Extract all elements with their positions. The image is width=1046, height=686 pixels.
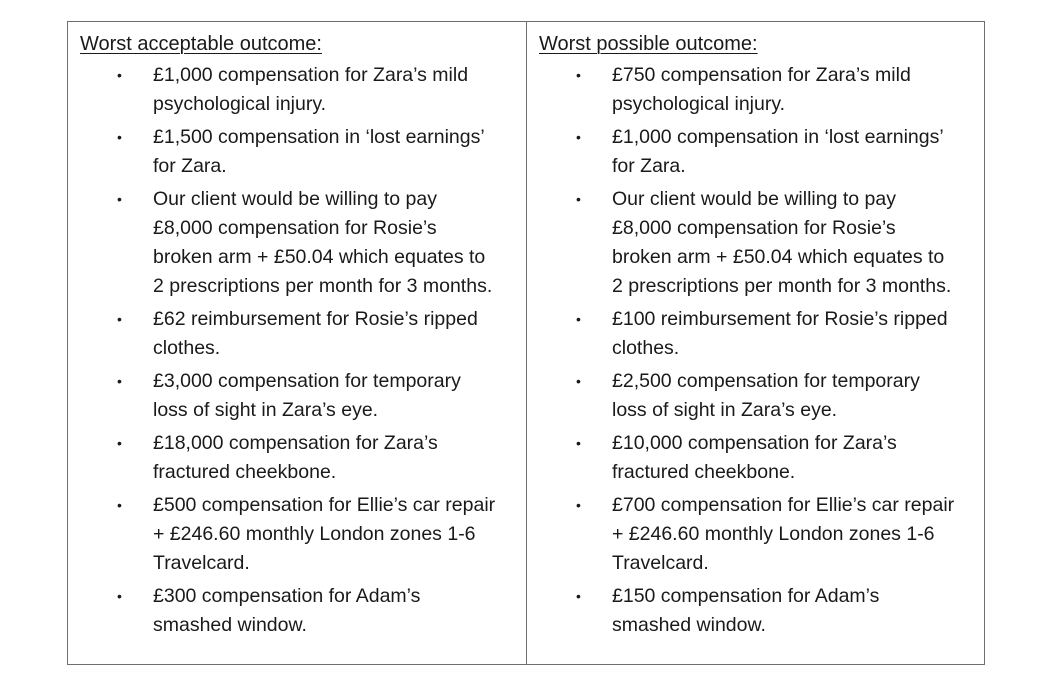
bullet-icon: • xyxy=(576,129,581,145)
bullet-icon: • xyxy=(576,67,581,83)
bullet-icon: • xyxy=(576,497,581,513)
worst-possible-column xyxy=(526,22,983,664)
outcome-list xyxy=(80,61,526,640)
list-item xyxy=(539,61,983,119)
list-item xyxy=(80,491,526,578)
list-item xyxy=(539,429,983,487)
list-item xyxy=(80,429,526,487)
bullet-icon: • xyxy=(117,67,122,83)
list-item-text: £2,500 compensation for temporary loss of sight in Zara’s eye. xyxy=(612,370,920,421)
list-item-text: £1,000 compensation for Zara’s mild psychological injury. xyxy=(153,64,469,115)
list-item-text: £750 compensation for Zara’s mild psychological injury. xyxy=(612,64,911,115)
list-item xyxy=(539,491,983,578)
list-item xyxy=(80,185,526,301)
bullet-icon: • xyxy=(117,191,122,207)
list-item xyxy=(539,305,983,363)
list-item-text: £18,000 compensation for Zara’s fractured cheekbone. xyxy=(153,432,438,483)
list-item-text: £300 compensation for Adam’s smashed window. xyxy=(153,585,421,636)
column-heading: Worst possible outcome: xyxy=(539,33,758,55)
list-item-text: £500 compensation for Ellie’s car repair + £246.60 monthly London zones 1-6 Travelcard. xyxy=(153,494,496,574)
list-item-text: £100 reimbursement for Rosie’s ripped clothes. xyxy=(612,308,948,359)
list-item xyxy=(80,123,526,181)
list-item xyxy=(80,582,526,640)
list-item xyxy=(539,582,983,640)
list-item xyxy=(539,123,983,181)
list-item xyxy=(80,305,526,363)
bullet-icon: • xyxy=(117,129,122,145)
list-item-text: £10,000 compensation for Zara’s fractured cheekbone. xyxy=(612,432,897,483)
list-item xyxy=(539,367,983,425)
column-heading: Worst acceptable outcome: xyxy=(80,33,322,55)
list-item-text: £62 reimbursement for Rosie’s ripped clothes. xyxy=(153,308,478,359)
bullet-icon: • xyxy=(117,588,122,604)
bullet-icon: • xyxy=(576,435,581,451)
list-item-text: £1,000 compensation in ‘lost earnings’ for Zara. xyxy=(612,126,944,177)
outcome-list xyxy=(539,61,983,640)
bullet-icon: • xyxy=(117,311,122,327)
list-item xyxy=(539,185,983,301)
outcome-table xyxy=(67,21,985,665)
list-item-text: Our client would be willing to pay £8,000 compensation for Rosie’s broken arm + £50.04 which equates to 2 prescriptions per month for 3 months. xyxy=(612,188,952,297)
bullet-icon: • xyxy=(576,373,581,389)
bullet-icon: • xyxy=(117,373,122,389)
list-item xyxy=(80,367,526,425)
list-item-text: £700 compensation for Ellie’s car repair + £246.60 monthly London zones 1-6 Travelcard. xyxy=(612,494,955,574)
bullet-icon: • xyxy=(576,588,581,604)
bullet-icon: • xyxy=(576,311,581,327)
list-item-text: £150 compensation for Adam’s smashed window. xyxy=(612,585,880,636)
list-item-text: £1,500 compensation in ‘lost earnings’ for Zara. xyxy=(153,126,485,177)
bullet-icon: • xyxy=(576,191,581,207)
worst-acceptable-column xyxy=(68,22,526,664)
list-item-text: Our client would be willing to pay £8,000 compensation for Rosie’s broken arm + £50.04 which equates to 2 prescriptions per month for 3 months. xyxy=(153,188,493,297)
list-item-text: £3,000 compensation for temporary loss of sight in Zara’s eye. xyxy=(153,370,461,421)
list-item xyxy=(80,61,526,119)
bullet-icon: • xyxy=(117,435,122,451)
bullet-icon: • xyxy=(117,497,122,513)
